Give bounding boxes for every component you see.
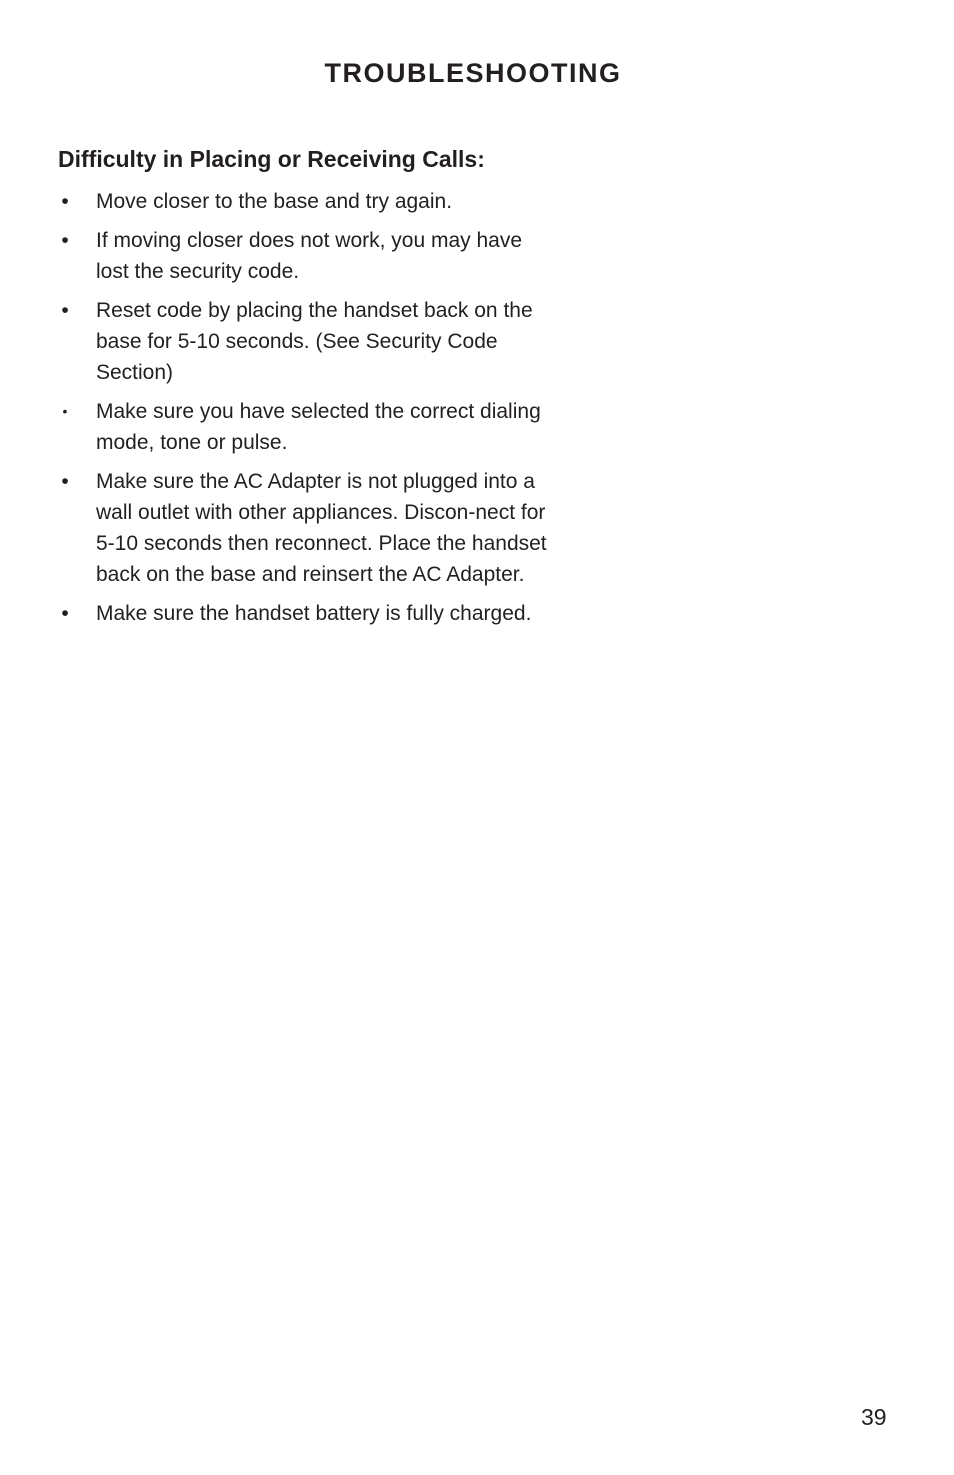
list-item-text: If moving closer does not work, you may have lost the security code. — [96, 229, 523, 283]
list-item — [58, 598, 558, 629]
list-item — [58, 186, 558, 217]
bullet-icon: • — [61, 190, 69, 213]
section-heading: Difficulty in Placing or Receiving Calls: — [58, 146, 485, 172]
list-item — [58, 466, 558, 590]
bullet-icon: • — [61, 470, 69, 493]
list-item — [58, 225, 558, 287]
bullet-icon: • — [61, 602, 69, 625]
bullet-icon: • — [61, 229, 69, 252]
list-item — [58, 396, 558, 458]
list-item-text: Move closer to the base and try again. — [96, 190, 453, 213]
troubleshooting-list — [58, 186, 558, 637]
list-item — [58, 295, 558, 388]
page-number: 39 — [861, 1404, 887, 1430]
bullet-icon: • — [61, 299, 69, 322]
list-item-text: Make sure the AC Adapter is not plugged into a wall outlet with other appliances. Discon-nect for 5-10 seconds then reconnect. Place the handset back on the base and reinsert the AC Adapter. — [96, 470, 547, 586]
bullet-icon: • — [62, 403, 68, 419]
list-item-text: Make sure you have selected the correct dialing mode, tone or pulse. — [96, 400, 541, 454]
list-item-text: Make sure the handset battery is fully charged. — [96, 602, 532, 625]
list-item-text: Reset code by placing the handset back on the base for 5-10 seconds. (See Security Code Section) — [96, 299, 533, 384]
page-title: TROUBLESHOOTING — [324, 58, 622, 88]
